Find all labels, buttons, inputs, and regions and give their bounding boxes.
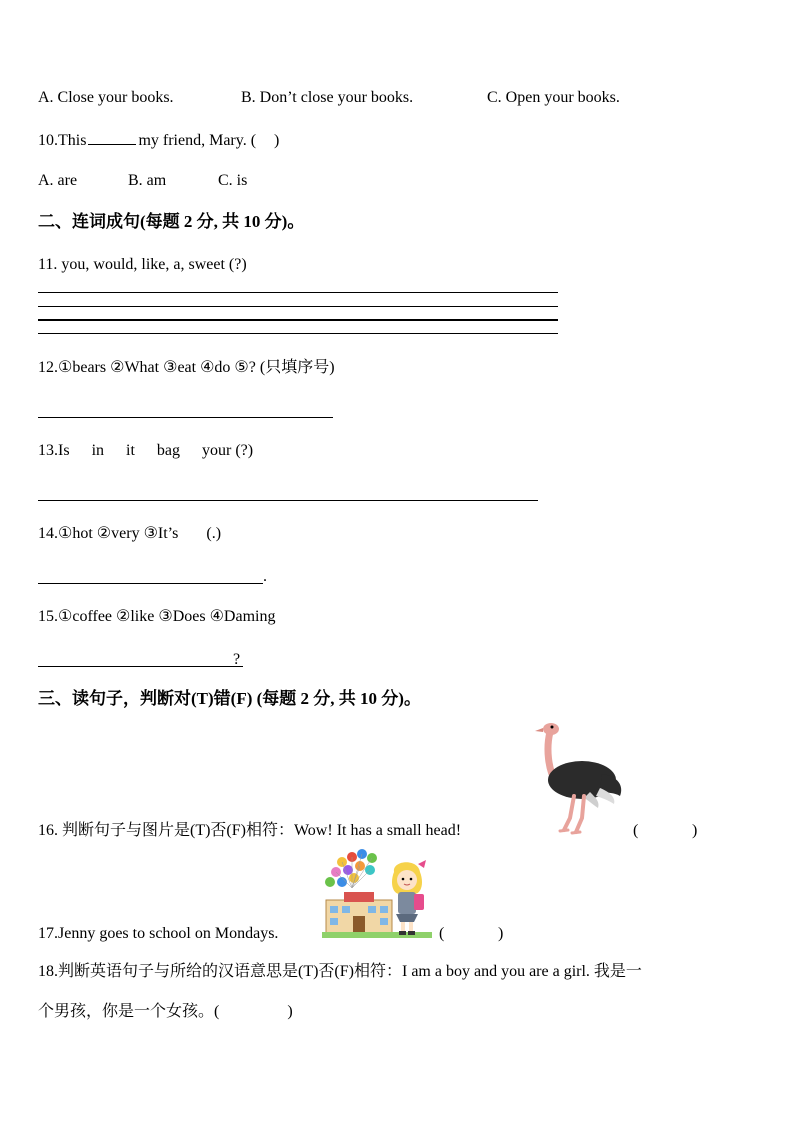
- q16-paren-close: ): [692, 822, 698, 839]
- q14-punct: (.): [206, 525, 222, 542]
- q13-word: in: [91, 442, 105, 459]
- q12-question: 12.①bears ②What ③eat ④do ⑤? (只填序号): [38, 359, 335, 376]
- section-3-title: 三、读句子，判断对(T)错(F) (每题 2 分, 共 10 分)。: [38, 689, 421, 708]
- q11-answer-line: [38, 319, 558, 321]
- q17-paren-close: ): [498, 925, 504, 942]
- q15-question: 15.①coffee ②like ③Does ④Daming: [38, 608, 276, 625]
- q18-line-2: [38, 1002, 293, 1022]
- q16-paren-open: (: [633, 822, 639, 839]
- q13-num: 13.Is: [38, 442, 70, 459]
- q14-end-punct: .: [263, 568, 267, 585]
- q18-line-1: 18.判断英语句子与所给的汉语意思是(T)否(F)相符：I am a boy and you are a girl. 我是一: [38, 963, 642, 980]
- q10-option-a: A. are: [38, 172, 78, 189]
- q11-question: 11. you, would, like, a, sweet (?): [38, 256, 247, 273]
- q10-text-before: 10.This: [38, 132, 87, 149]
- q16-question: 16. 判断句子与图片是(T)否(F)相符：Wow! It has a small head!: [38, 822, 462, 839]
- q11-answer-line: [38, 333, 558, 334]
- q18-paren-close: ): [287, 1003, 293, 1020]
- section-2-title: 二、连词成句(每题 2 分, 共 10 分)。: [38, 212, 305, 231]
- q15-answer-line: [38, 666, 243, 667]
- q14-question: [38, 524, 221, 544]
- q12-answer-line: [38, 417, 333, 418]
- q18-line-2-text: 个男孩，你是一个女孩。(: [38, 1003, 220, 1020]
- q10-option-c: C. is: [218, 172, 248, 189]
- q10-option-b: B. am: [128, 172, 167, 189]
- q11-answer-line: [38, 306, 558, 307]
- q11-answer-line: [38, 292, 558, 293]
- q14-answer-line: [38, 583, 263, 584]
- ostrich-image: [530, 718, 630, 838]
- q10-text-after: my friend, Mary. (: [138, 132, 257, 149]
- q14-text: 14.①hot ②very ③It’s: [38, 525, 179, 542]
- q9-option-c: C. Open your books.: [487, 89, 620, 106]
- q13-question: [38, 441, 253, 461]
- girl-school-image: [322, 848, 432, 940]
- q13-word: bag: [156, 442, 181, 459]
- q17-question: 17.Jenny goes to school on Mondays.: [38, 925, 279, 942]
- q10-blank: [88, 130, 136, 145]
- q10-paren-close: ): [274, 132, 280, 149]
- q17-paren-open: (: [439, 925, 445, 942]
- girl-figure: [392, 860, 426, 935]
- q9-option-a: A. Close your books.: [38, 89, 174, 106]
- balloons: [325, 849, 377, 888]
- q13-answer-line: [38, 500, 538, 501]
- q9-option-b: B. Don’t close your books.: [241, 89, 414, 106]
- q15-end-punct: ?: [233, 651, 241, 668]
- q13-word: your (?): [202, 442, 254, 459]
- q10-question: [38, 130, 279, 151]
- q13-word: it: [126, 442, 135, 459]
